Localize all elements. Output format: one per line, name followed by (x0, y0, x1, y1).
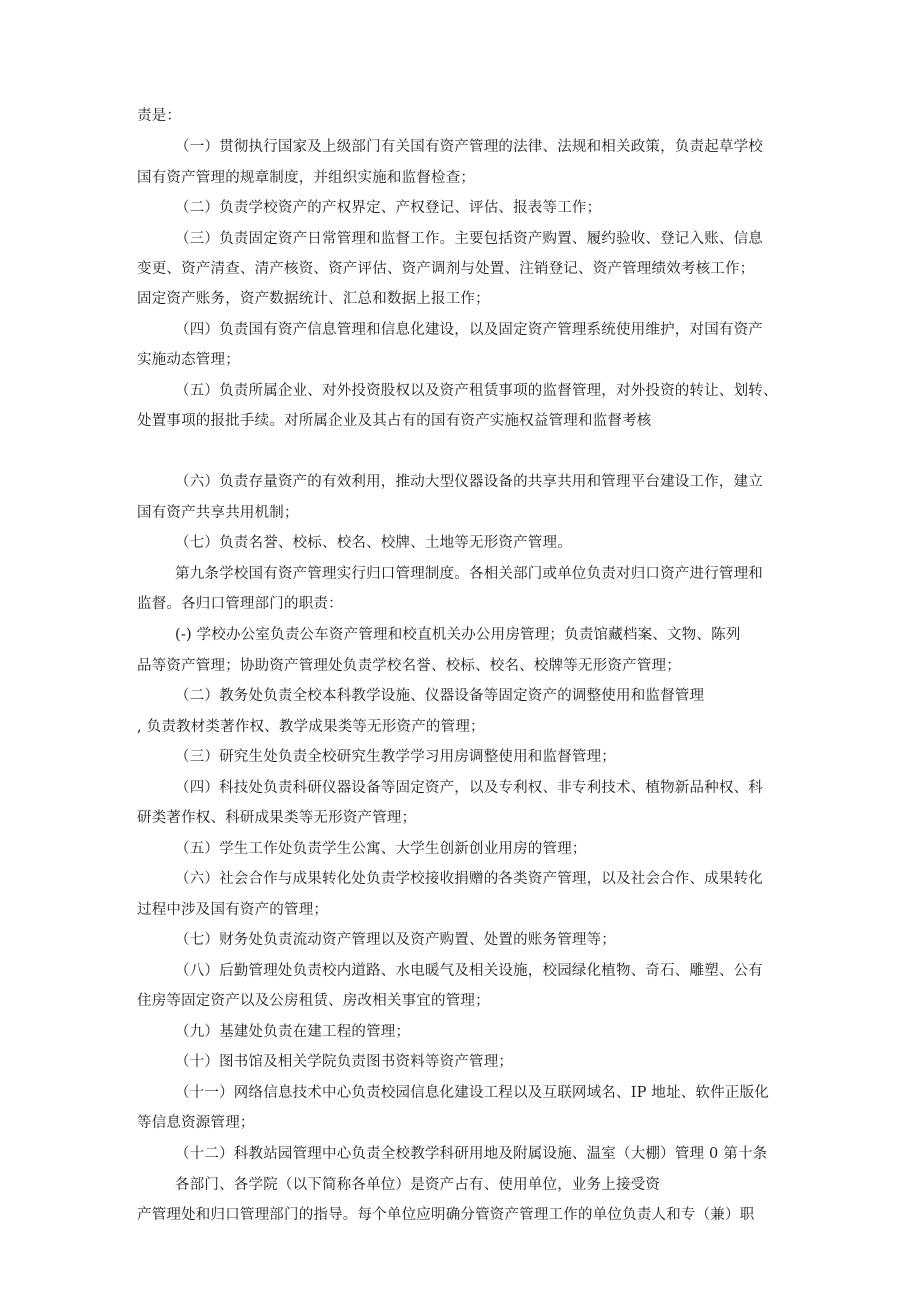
text-line: （五）负责所属企业、对外投资股权以及资产租赁事项的监督管理，对外投资的转让、划转、 (175, 383, 778, 399)
text-line: (-) 学校办公室负责公车资产管理和校直机关办公用房管理；负责馆藏档案、文物、陈列 (175, 627, 741, 643)
text-line: 国有资产共享共用机制； (137, 505, 299, 521)
text-line: （二）负责学校资产的产权界定、产权登记、评估、报表等工作； (175, 200, 602, 216)
text-line: 等信息资源管理； (137, 1115, 255, 1131)
text-line: （六）负责存量资产的有效利用，推动大型仪器设备的共享共用和管理平台建设工作，建立 (175, 474, 763, 490)
text-line: （五）学生工作处负责学生公寓、大学生创新创业用房的管理； (175, 841, 587, 857)
text-line: （三）负责固定资产日常管理和监督工作。主要包括资产购置、履约验收、登记入账、信息 (175, 231, 763, 247)
text-line: （六）社会合作与成果转化处负责学校接收捐赠的各类资产管理，以及社会合作、成果转化 (175, 871, 763, 887)
text-line: 监督。各归口管理部门的职责： (137, 596, 343, 612)
text-line: 过程中涉及国有资产的管理； (137, 902, 329, 918)
text-line: 变更、资产清查、清产核资、资产评估、资产调剂与处置、注销登记、资产管理绩效考核工作； (137, 261, 755, 277)
text-line: （十二）科教站园管理中心负责全校教学科研用地及附属设施、温室（大棚）管理 0 第十条 (175, 1146, 768, 1162)
text-line: 责是： (137, 108, 182, 124)
text-line: （八）后勤管理处负责校内道路、水电暖气及相关设施，校园绿化植物、奇石、雕塑、公有 (175, 963, 763, 979)
text-line: （九）基建处负责在建工程的管理； (175, 1024, 411, 1040)
text-line: 产管理处和归口管理部门的指导。每个单位应明确分管资产管理工作的单位负责人和专（兼）职 (137, 1207, 755, 1223)
text-line: 住房等固定资产以及公房租赁、房改相关事宜的管理； (137, 993, 490, 1009)
text-line: （四）科技处负责科研仪器设备等固定资产，以及专利权、非专利技术、植物新品种权、科 (175, 780, 763, 796)
text-line: （二）教务处负责全校本科教学设施、仪器设备等固定资产的调整使用和监督管理 (175, 688, 705, 704)
text-line: 固定资产账务，资产数据统计、汇总和数据上报工作； (137, 291, 490, 307)
text-line: （七）负责名誉、校标、校名、校牌、土地等无形资产管理。 (175, 535, 572, 551)
text-line: 第九条学校国有资产管理实行归口管理制度。各相关部门或单位负责对归口资产进行管理和 (175, 566, 763, 582)
text-line: 实施动态管理； (137, 352, 240, 368)
text-line: （十一）网络信息技术中心负责校园信息化建设工程以及互联网域名、IP 地址、软件正版化 (175, 1085, 769, 1101)
text-line: 各部门、各学院（以下简称各单位）是资产占有、使用单位，业务上接受资 (175, 1177, 661, 1193)
text-line: （一）贯彻执行国家及上级部门有关国有资产管理的法律、法规和相关政策，负责起草学校 (175, 139, 763, 155)
text-line: 研类著作权、科研成果类等无形资产管理； (137, 810, 417, 826)
text-line: 处置事项的报批手续。对所属企业及其占有的国有资产实施权益管理和监督考核 (137, 413, 652, 429)
text-line: （十）图书馆及相关学院负责图书资料等资产管理； (175, 1054, 514, 1070)
text-line: （四）负责国有资产信息管理和信息化建设，以及固定资产管理系统使用维护，对国有资产 (175, 322, 763, 338)
text-line: 品等资产管理；协助资产管理处负责学校名誉、校标、校名、校牌等无形资产管理； (137, 658, 681, 674)
text-line: 国有资产管理的规章制度，并组织实施和监督检查； (137, 170, 476, 186)
text-line: （三）研究生处负责全校研究生教学学习用房调整使用和监督管理； (175, 749, 616, 765)
text-line: , 负责教材类著作权、教学成果类等无形资产的管理； (137, 719, 485, 735)
text-line: （七）财务处负责流动资产管理以及资产购置、处置的账务管理等； (175, 932, 616, 948)
